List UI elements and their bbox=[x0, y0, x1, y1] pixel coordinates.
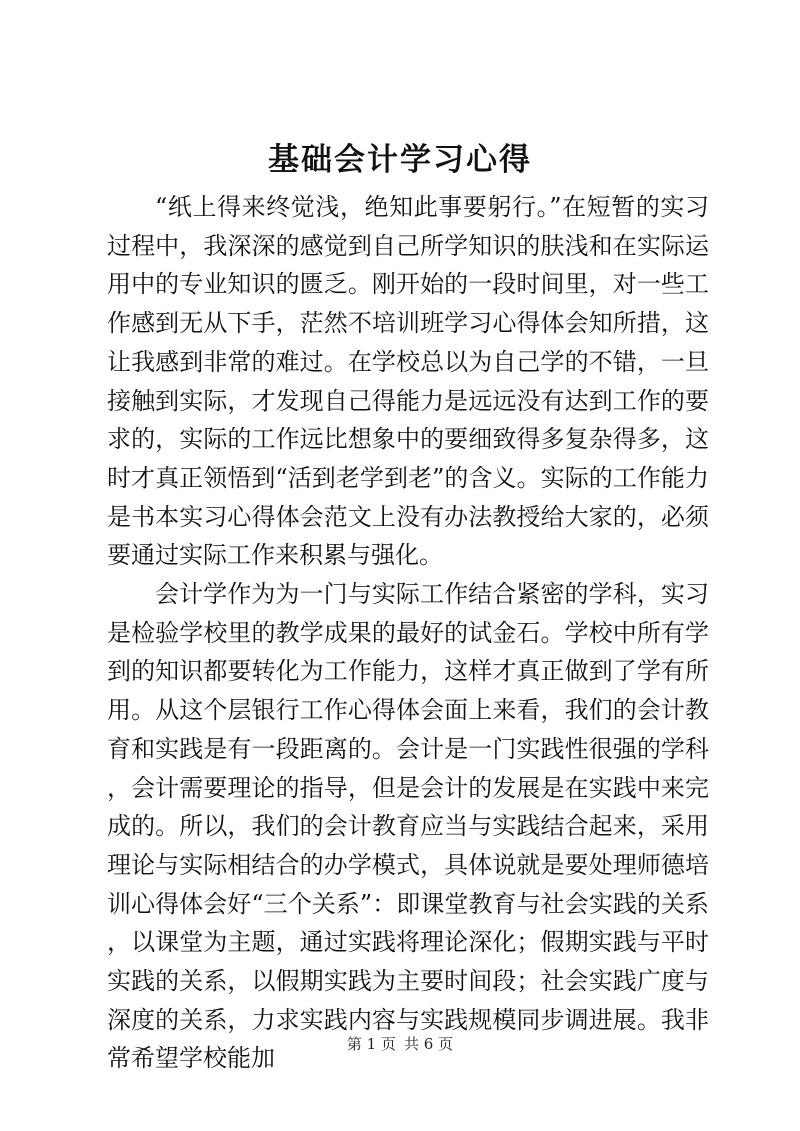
document-title: 基础会计学习心得 bbox=[268, 142, 532, 178]
page-number: 第 1 页 bbox=[346, 1035, 396, 1053]
page-footer bbox=[0, 1034, 800, 1054]
page-total: 共 6 页 bbox=[404, 1035, 454, 1053]
paragraph-2: 会计学作为为一门与实际工作结合紧密的学科，实习是检验学校里的教学成果的最好的试金石。学校中所有学到的知识都要转化为工作能力，这样才真正做到了学有所用。从这个层银行工作心得体会面上来看，我们的会计教育和实践是有一段距离的。会计是一门实践性很强的学科，会计需要理论的指导，但是会计的发展是在实践中来完成的。所以，我们的会计教育应当与实践结合起来，采用理论与实际相结合的办学模式，具体说就是要处理师德培训心得体会好“三个关系”：即课堂教育与社会实践的关系，以课堂为主题，通过实践将理论深化；假期实践与平时实践的关系，以假期实践为主要时间段；社会实践广度与深度的关系，力求实践内容与实践规模同步调进展。我非常希望学校能加 bbox=[107, 580, 709, 1073]
document-body bbox=[107, 188, 709, 1078]
paragraph-1: “纸上得来终觉浅，绝知此事要躬行。”在短暂的实习过程中，我深深的感觉到自己所学知识的肤浅和在实际运用中的专业知识的匮乏。刚开始的一段时间里，对一些工作感到无从下手，茫然不培训班学习心得体会知所措，这让我感到非常的难过。在学校总以为自己学的不错，一旦接触到实际，才发现自己得能力是远远没有达到工作的要求的，实际的工作远比想象中的要细致得多复杂得多，这时才真正领悟到“活到老学到老”的含义。实际的工作能力是书本实习心得体会范文上没有办法教授给大家的，必须要通过实际工作来积累与强化。 bbox=[107, 193, 709, 570]
